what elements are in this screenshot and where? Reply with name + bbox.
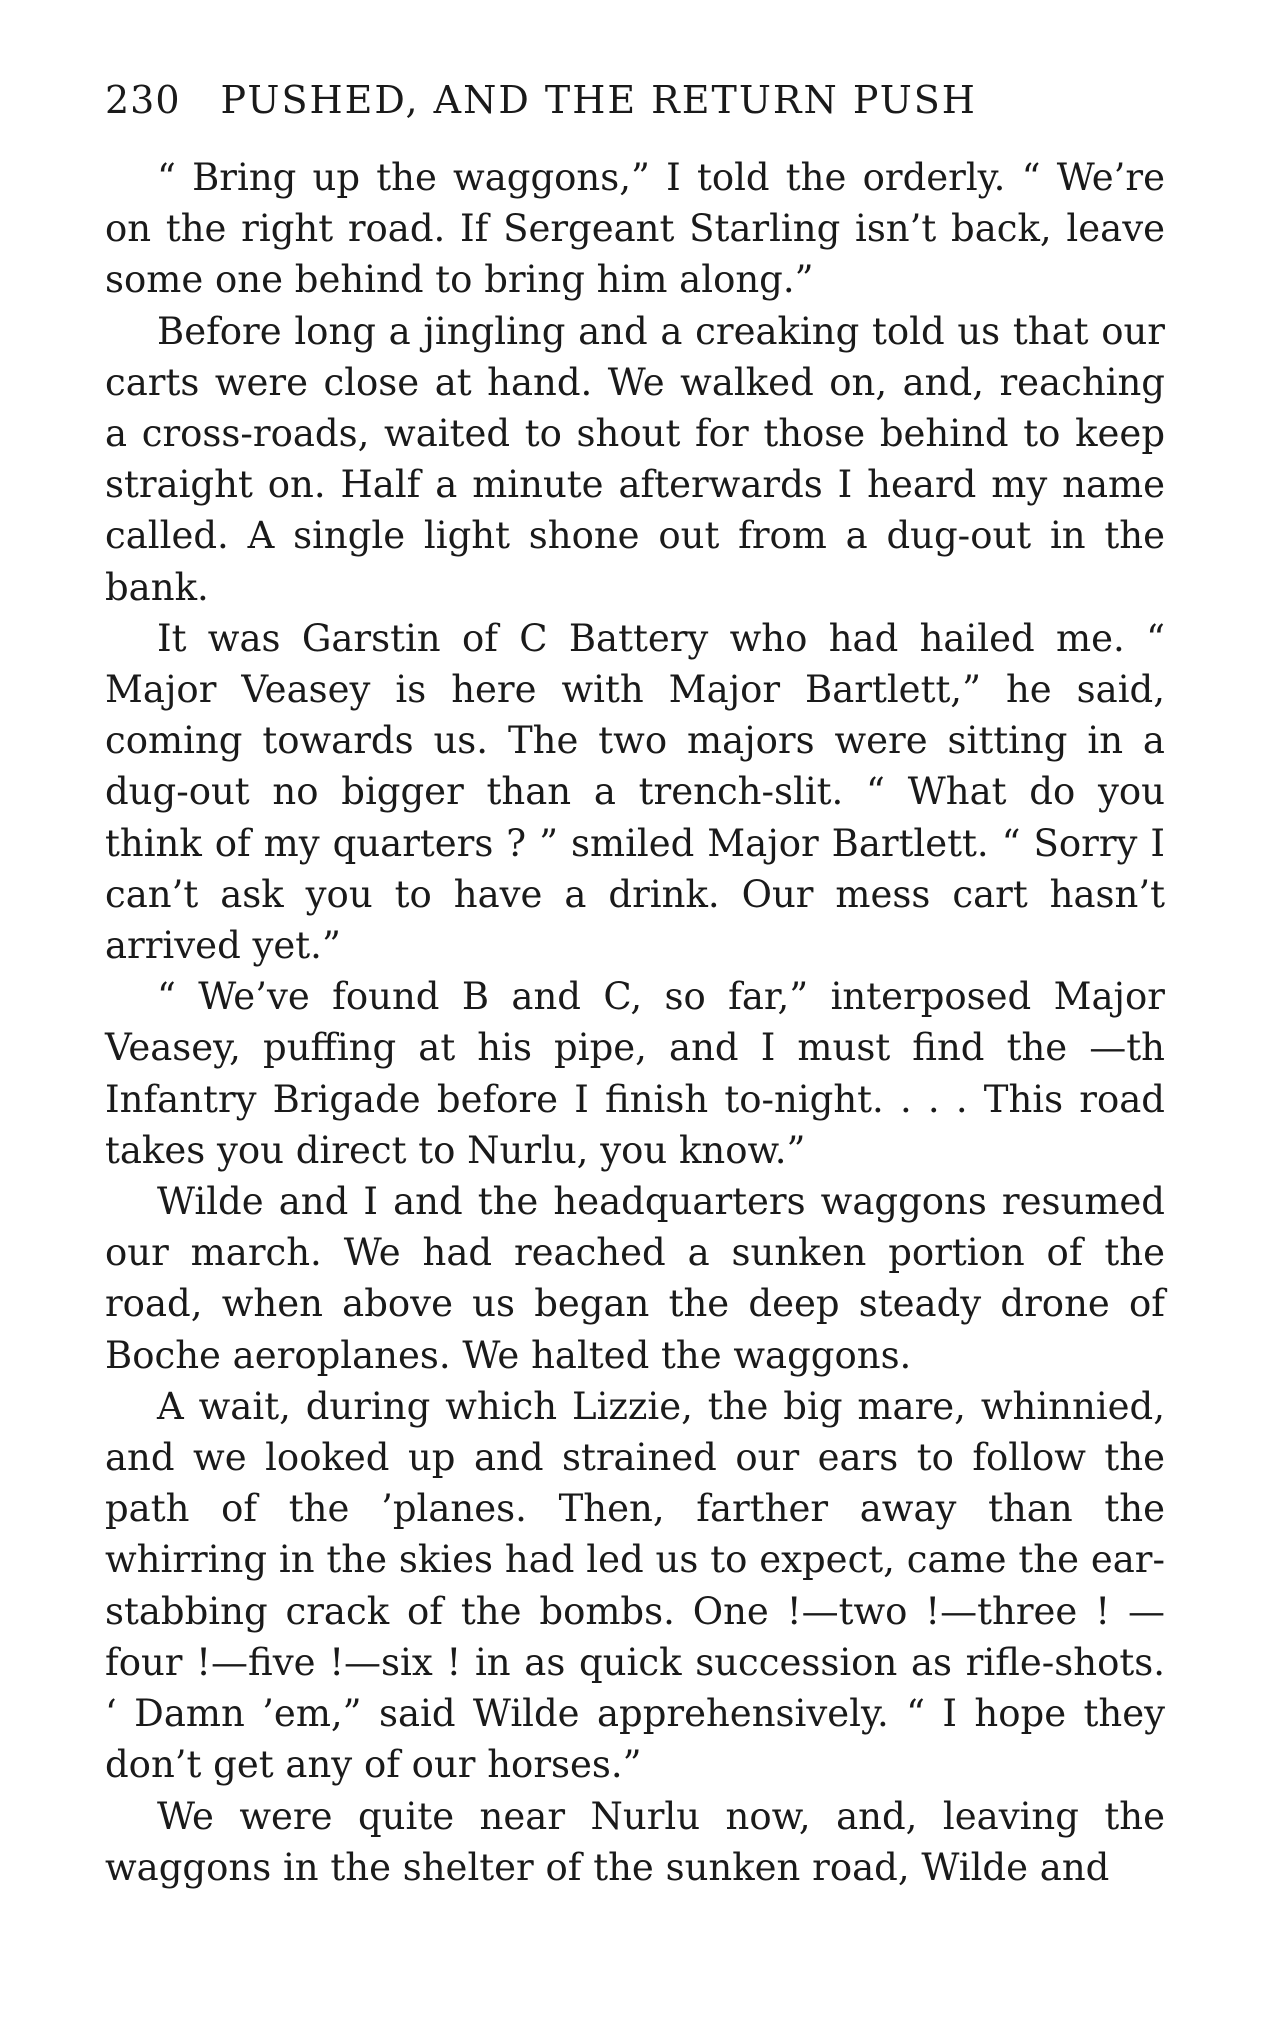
paragraph-nurlu: We were quite near Nurlu now, and, leaving the waggons in the shelter of the sunken road, Wilde and: [105, 1794, 1165, 1889]
paragraph-cross-roads: Before long a jingling and a creaking told us that our carts were close at hand. We walked on, and, reaching a cross-roads, waited to shout for those behind to keep straight on. Half a minute afterwards I heard my name called. A single light shone out from a dug-out in the bank.: [105, 309, 1165, 609]
page-number: 230: [105, 78, 181, 122]
paragraph-bombs: A wait, during which Lizzie, the big mare, whinnied, and we looked up and strained our ears to follow the path of the ’planes. Then, farther away than the whirring in the skies had led us to expect, came the ear-stabbing crack of the bombs. One !—two !—three ! —four !—five !—six ! in as quick succession as rifle-shots. ‘ Damn ’em,” said Wilde apprehensively. “ I hope they don’t get any of our horses.”: [105, 1384, 1165, 1787]
paragraph-garstin: It was Garstin of C Battery who had hailed me. “ Major Veasey is here with Major Bartlett,” he said, coming towards us. The two majors were sitting in a dug-out no bigger than a trench-slit. “ What do you think of my quarters ? ” smiled Major Bartlett. “ Sorry I can’t ask you to have a drink. Our mess cart hasn’t arrived yet.”: [105, 616, 1165, 968]
paragraph-march: Wilde and I and the headquarters waggons resumed our march. We had reached a sunken portion of the road, when above us began the deep steady drone of Boche aeroplanes. We halted the waggons.: [105, 1180, 1165, 1377]
book-page: [105, 78, 1165, 1893]
running-head: [105, 78, 1165, 130]
paragraph-veasey: “ We’ve found B and C, so far,” interposed Major Veasey, puffing at his pipe, and I must find the —th Infantry Brigade before I finish to-night. . . . This road takes you direct to Nurlu, you know.”: [105, 975, 1165, 1172]
paragraph-orderly: “ Bring up the waggons,” I told the orderly. “ We’re on the right road. If Sergeant Starling isn’t back, leave some one behind to bring him along.”: [105, 156, 1165, 302]
running-title: PUSHED, AND THE RETURN PUSH: [220, 78, 977, 122]
body-text: [105, 152, 1165, 1893]
